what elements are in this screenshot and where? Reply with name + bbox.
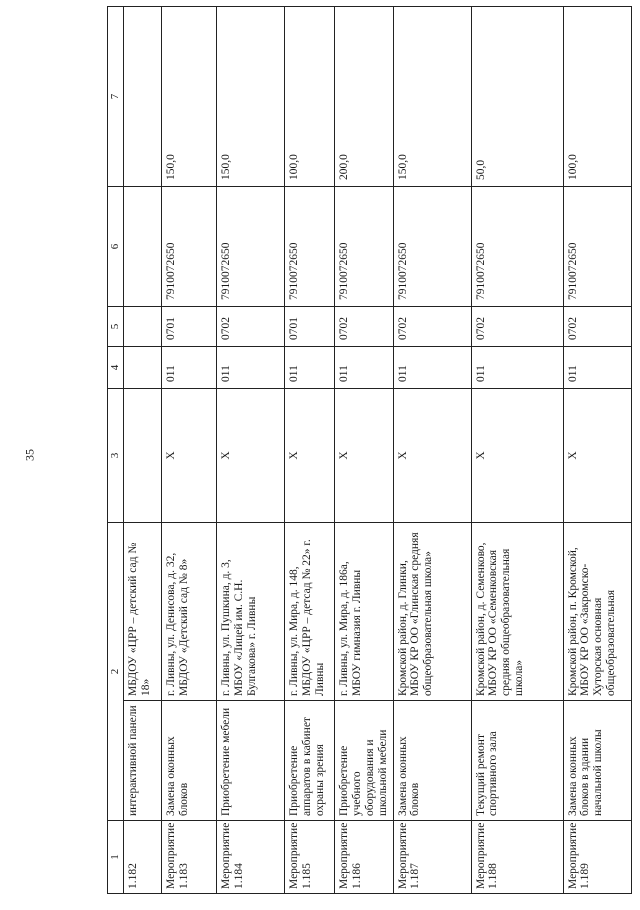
row-chapter-cell: 011 <box>285 347 335 389</box>
row-chapter-cell: 011 <box>563 347 631 389</box>
row-address-cell: Кромской район, п. Кромской, МБОУ КР ОО «Закромско-Хуторская основная общеобразовательная <box>563 523 631 701</box>
row-amount-cell: 200,0 <box>335 7 394 187</box>
row-name-cell: Приобретение аппаратов в кабинет охраны зрения <box>285 701 335 821</box>
row-amount-cell <box>124 7 162 187</box>
row-id-cell: Мероприятие 1.188 <box>471 821 563 894</box>
row-mark-cell <box>124 389 162 523</box>
row-address-cell: г. Ливны, ул. Мира, д. 186а, МБОУ гимназия г. Ливны <box>335 523 394 701</box>
row-amount-cell: 50,0 <box>471 7 563 187</box>
row-name-cell: интерактивной панели <box>124 701 162 821</box>
row-chapter-cell: 011 <box>393 347 471 389</box>
header-cell: 6 <box>108 187 124 307</box>
table-row <box>393 7 471 894</box>
header-row <box>108 7 124 894</box>
row-amount-cell: 150,0 <box>162 7 217 187</box>
budget-table <box>107 6 632 894</box>
header-cell: 4 <box>108 347 124 389</box>
row-id-cell: 1.182 <box>124 821 162 894</box>
row-mark-cell: X <box>285 389 335 523</box>
row-name-cell: Приобретение учебного оборудования и школьной мебели <box>335 701 394 821</box>
table-row <box>563 7 631 894</box>
row-name-cell: Замена оконных блоков <box>393 701 471 821</box>
row-section-cell: 0702 <box>335 307 394 347</box>
table-row <box>285 7 335 894</box>
row-target-cell: 7910072650 <box>471 187 563 307</box>
row-address-cell: г. Ливны, ул. Денисова, д. 32, МБДОУ «Детский сад № 8» <box>162 523 217 701</box>
row-amount-cell: 150,0 <box>393 7 471 187</box>
row-mark-cell: X <box>393 389 471 523</box>
row-target-cell <box>124 187 162 307</box>
row-name-cell: Текущий ремонт спортивного зала <box>471 701 563 821</box>
row-target-cell: 7910072650 <box>563 187 631 307</box>
row-target-cell: 7910072650 <box>393 187 471 307</box>
row-name-cell: Приобретение мебели <box>217 701 285 821</box>
table-row <box>124 7 162 894</box>
row-id-cell: Мероприятие 1.187 <box>393 821 471 894</box>
header-cell: 7 <box>108 7 124 187</box>
row-target-cell: 7910072650 <box>217 187 285 307</box>
row-mark-cell: X <box>217 389 285 523</box>
row-address-cell: Кромской район, д. Глинки, МБОУ КР ОО «Глинская средняя общеобразовательная школа» <box>393 523 471 701</box>
row-id-cell: Мероприятие 1.184 <box>217 821 285 894</box>
row-chapter-cell: 011 <box>471 347 563 389</box>
table-row <box>217 7 285 894</box>
row-address-cell: Кромской район, д. Семенково, МБОУ КР ОО «Семенковская средняя общеобразовательная школа» <box>471 523 563 701</box>
row-target-cell: 7910072650 <box>335 187 394 307</box>
row-target-cell: 7910072650 <box>162 187 217 307</box>
table-row <box>335 7 394 894</box>
row-name-cell: Замена оконных блоков <box>162 701 217 821</box>
row-amount-cell: 150,0 <box>217 7 285 187</box>
row-address-cell: г. Ливны, ул. Пушкина, д. 3, МБОУ «Лицей им. С.Н. Булгакова» г. Ливны <box>217 523 285 701</box>
table-row <box>471 7 563 894</box>
row-id-cell: Мероприятие 1.185 <box>285 821 335 894</box>
row-section-cell: 0701 <box>162 307 217 347</box>
row-section-cell: 0702 <box>471 307 563 347</box>
row-id-cell: Мероприятие 1.189 <box>563 821 631 894</box>
row-address-cell: МБДОУ «ЦРР – детский сад № 18» <box>124 523 162 701</box>
table-row <box>162 7 217 894</box>
row-id-cell: Мероприятие 1.186 <box>335 821 394 894</box>
header-cell: 3 <box>108 389 124 523</box>
row-section-cell: 0702 <box>393 307 471 347</box>
row-chapter-cell: 011 <box>162 347 217 389</box>
row-section-cell: 0702 <box>563 307 631 347</box>
row-id-cell: Мероприятие 1.183 <box>162 821 217 894</box>
header-cell: 5 <box>108 307 124 347</box>
row-chapter-cell: 011 <box>335 347 394 389</box>
row-amount-cell: 100,0 <box>285 7 335 187</box>
header-cell: 2 <box>108 523 124 821</box>
rotated-table-wrapper <box>107 7 618 894</box>
row-amount-cell: 100,0 <box>563 7 631 187</box>
row-mark-cell: X <box>335 389 394 523</box>
row-mark-cell: X <box>162 389 217 523</box>
row-mark-cell: X <box>471 389 563 523</box>
row-chapter-cell: 011 <box>217 347 285 389</box>
page-number: 35 <box>22 449 37 461</box>
row-chapter-cell <box>124 347 162 389</box>
row-section-cell: 0701 <box>285 307 335 347</box>
row-mark-cell: X <box>563 389 631 523</box>
row-target-cell: 7910072650 <box>285 187 335 307</box>
row-name-cell: Замена оконных блоков в здании начальной школы <box>563 701 631 821</box>
row-section-cell: 0702 <box>217 307 285 347</box>
row-section-cell <box>124 307 162 347</box>
row-address-cell: г. Ливны, ул. Мира, д. 148, МБДОУ «ЦРР – детсад № 22» г. Ливны <box>285 523 335 701</box>
header-cell: 1 <box>108 821 124 894</box>
